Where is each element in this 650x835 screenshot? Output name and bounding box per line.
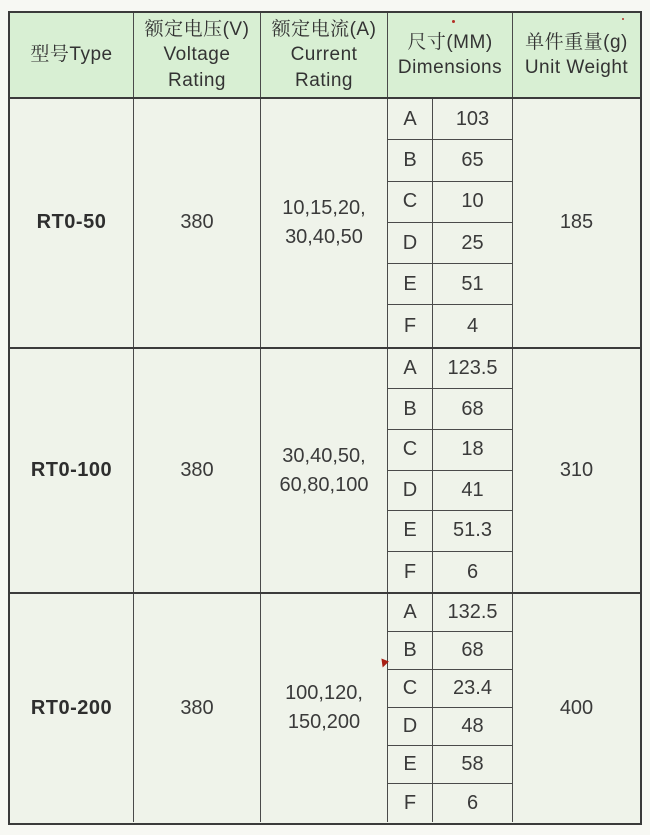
weight-value: 400: [559, 696, 594, 719]
dim-label: D: [388, 223, 433, 264]
table-row-rt0-100: [10, 349, 640, 595]
current-values: [261, 594, 388, 822]
dim-label: D: [388, 471, 433, 512]
dim-value: 6: [433, 552, 513, 593]
header-current-cn: 额定电流(A): [271, 19, 377, 41]
dim-value: 23.4: [433, 670, 513, 708]
current-line-2: 60,80,100: [279, 473, 369, 496]
current-line-1: 10,15,20,: [282, 196, 366, 219]
header-weight-en: Unit Weight: [524, 57, 629, 78]
dim-value: 132.5: [433, 594, 513, 632]
model-name: RT0-100: [10, 349, 134, 593]
dim-label: F: [388, 552, 433, 593]
dim-label: A: [388, 349, 433, 390]
header-current-en1: Current: [290, 44, 358, 66]
dim-value: 51: [433, 264, 513, 305]
dim-value: 58: [433, 746, 513, 784]
header-current-en2: Rating: [295, 69, 353, 91]
header-dimensions-cn: 尺寸(MM): [407, 31, 493, 53]
current-line-1: 30,40,50,: [282, 444, 366, 467]
header-voltage-cn: 额定电压(V): [144, 19, 250, 41]
table-row-rt0-50: [10, 99, 640, 349]
header-dimensions-en: Dimensions: [397, 57, 503, 78]
dim-label: A: [388, 99, 433, 140]
dim-label: B: [388, 632, 433, 670]
voltage-value: 380: [134, 349, 261, 593]
current-line-2: 150,200: [287, 711, 361, 734]
red-triangle-artifact: [381, 658, 389, 668]
dim-label: E: [388, 511, 433, 552]
dim-value: 4: [433, 305, 513, 346]
header-dimensions: [388, 13, 513, 97]
header-voltage-en2: Rating: [168, 69, 226, 91]
red-dot-artifact: [622, 18, 624, 20]
header-type-label: 型号Type: [30, 44, 113, 66]
weight-value: 310: [559, 459, 594, 482]
current-values: [261, 349, 388, 593]
dim-label: D: [388, 708, 433, 746]
table-row-rt0-200: [10, 594, 640, 822]
header-unit-weight: [513, 13, 640, 97]
specification-table: [8, 11, 642, 825]
voltage-value: 380: [134, 594, 261, 822]
dim-value: 103: [433, 99, 513, 140]
voltage-value: 380: [134, 99, 261, 347]
dim-value: 41: [433, 471, 513, 512]
header-voltage-en1: Voltage: [163, 44, 231, 66]
current-line-2: 30,40,50: [285, 225, 363, 248]
dim-label: C: [388, 182, 433, 223]
dim-value: 123.5: [433, 349, 513, 390]
header-voltage-rating: [134, 13, 261, 97]
dim-value: 65: [433, 140, 513, 181]
dim-label: E: [388, 746, 433, 784]
header-type: [10, 13, 134, 97]
model-name: RT0-200: [10, 594, 134, 822]
dim-value: 18: [433, 430, 513, 471]
dim-value: 51.3: [433, 511, 513, 552]
model-name: RT0-50: [10, 99, 134, 347]
dim-label: A: [388, 594, 433, 632]
dim-value: 68: [433, 632, 513, 670]
dim-label: E: [388, 264, 433, 305]
dim-label: F: [388, 784, 433, 822]
dim-label: B: [388, 140, 433, 181]
dim-value: 68: [433, 389, 513, 430]
dim-value: 25: [433, 223, 513, 264]
dim-label: B: [388, 389, 433, 430]
current-line-1: 100,120,: [285, 682, 363, 705]
weight-value: 185: [559, 211, 594, 234]
dim-value: 48: [433, 708, 513, 746]
dim-label: C: [388, 670, 433, 708]
dim-label: C: [388, 430, 433, 471]
table-header-row: [10, 13, 640, 99]
dim-value: 6: [433, 784, 513, 822]
red-dot-artifact: [452, 20, 455, 23]
dim-value: 10: [433, 182, 513, 223]
header-current-rating: [261, 13, 388, 97]
header-weight-cn: 单件重量(g): [525, 31, 628, 53]
current-values: [261, 99, 388, 347]
dim-label: F: [388, 305, 433, 346]
